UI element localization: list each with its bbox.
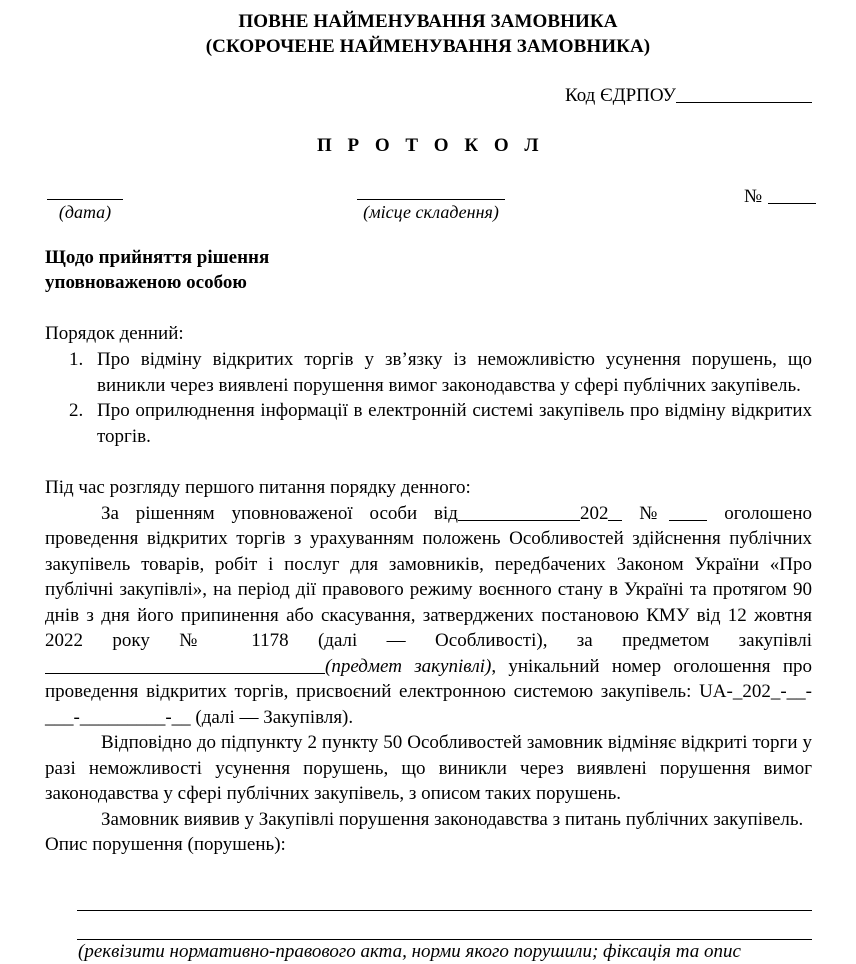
org-full-name: ПОВНЕ НАЙМЕНУВАННЯ ЗАМОВНИКА xyxy=(238,11,618,32)
procurement-subject-fill-field[interactable] xyxy=(45,673,325,674)
decision-year-prefix: 202 xyxy=(579,502,609,524)
subject-heading xyxy=(45,245,856,295)
edrpou-label: Код ЄДРПОУ xyxy=(565,85,676,106)
paragraph-cancellation-basis: Відповідно до підпункту 2 пункту 50 Особливостей замовник відміняє відкриті торги у разі неможливості усунення порушень, що виникли через виявлені порушення вимог законодавства у сфері публічних закупівель, з описом таких порушень. xyxy=(45,732,812,804)
agenda-label: Порядок денний: xyxy=(45,323,184,344)
decision-text-d: , унікальний номер оголошення про проведення відкритих торгів, присвоєний електронною системою закупівель: UA-_202_-__-___-_________-__ (далі — Закупівля). xyxy=(45,655,812,728)
edrpou-row xyxy=(0,85,856,107)
violation-description-line-1[interactable] xyxy=(77,882,812,911)
paragraph-decision xyxy=(45,501,812,731)
place-caption: (місце складення) xyxy=(363,202,499,222)
protocol-number-label: № xyxy=(744,186,763,207)
decision-year-fill-field[interactable] xyxy=(608,520,622,521)
subject-line-1: Щодо прийняття рішення xyxy=(45,247,270,268)
decision-number-label: № xyxy=(639,502,670,524)
agenda-item: Про оприлюднення інформації в електронній системі закупівель про відміну відкритих торгів. xyxy=(97,400,812,447)
first-question-heading: Під час розгляду першого питання порядку денного: xyxy=(45,477,471,498)
decision-text-a: За рішенням уповноваженої особи від xyxy=(101,502,458,524)
page-title: П Р О Т О К О Л xyxy=(316,135,545,156)
document-header xyxy=(0,0,856,59)
violation-description-fields xyxy=(0,882,856,940)
protocol-number-fill-field[interactable] xyxy=(768,203,816,204)
paragraph-violation-found: Замовник виявив у Закупівлі порушення законодавства з питань публічних закупівель. xyxy=(101,808,804,830)
subject-line-2: уповноваженою особою xyxy=(45,272,247,293)
decision-date-fill-field[interactable] xyxy=(458,520,580,521)
decision-text-b: оголошено проведення відкритих торгів з урахуванням положень Особливостей здійснення публічних закупівель товарів, робіт і послуг для замовників, передбачених Законом України «Про публічні закупівлі», на період дії правового режиму воєнного стану в Україні та протягом 90 днів з дня його припинення або скасування, затверджених постановою КМУ від 12 жовтня 2022 року № 1178 (далі — Особливості), за предметом закупівлі xyxy=(45,502,812,651)
place-fill-field[interactable] xyxy=(357,184,505,200)
protocol-number-group xyxy=(744,186,816,208)
place-field-group xyxy=(357,184,505,222)
org-short-name: (СКОРОЧЕНЕ НАЙМЕНУВАННЯ ЗАМОВНИКА) xyxy=(205,36,651,57)
edrpou-fill-field[interactable] xyxy=(676,102,812,103)
violation-description-line-2[interactable] xyxy=(77,911,812,940)
date-fill-field[interactable] xyxy=(47,184,123,200)
date-caption: (дата) xyxy=(58,202,112,222)
agenda-list xyxy=(0,347,856,449)
protocol-meta-row xyxy=(0,184,856,232)
agenda-item: Про відміну відкритих торгів у зв’язку із неможливістю усунення порушень, що виникли через виявлені порушення вимог законодавства у сфері публічних закупівель. xyxy=(97,349,812,396)
violation-description-caption: (реквізити нормативно-правового акта, норми якого порушили; фіксація та опис xyxy=(78,940,741,962)
document-body xyxy=(0,475,856,858)
date-field-group xyxy=(47,184,123,222)
decision-number-fill-field[interactable] xyxy=(669,520,707,521)
procurement-subject-hint: (предмет закупівлі) xyxy=(325,655,492,677)
violation-description-label: Опис порушення (порушень): xyxy=(45,834,286,855)
